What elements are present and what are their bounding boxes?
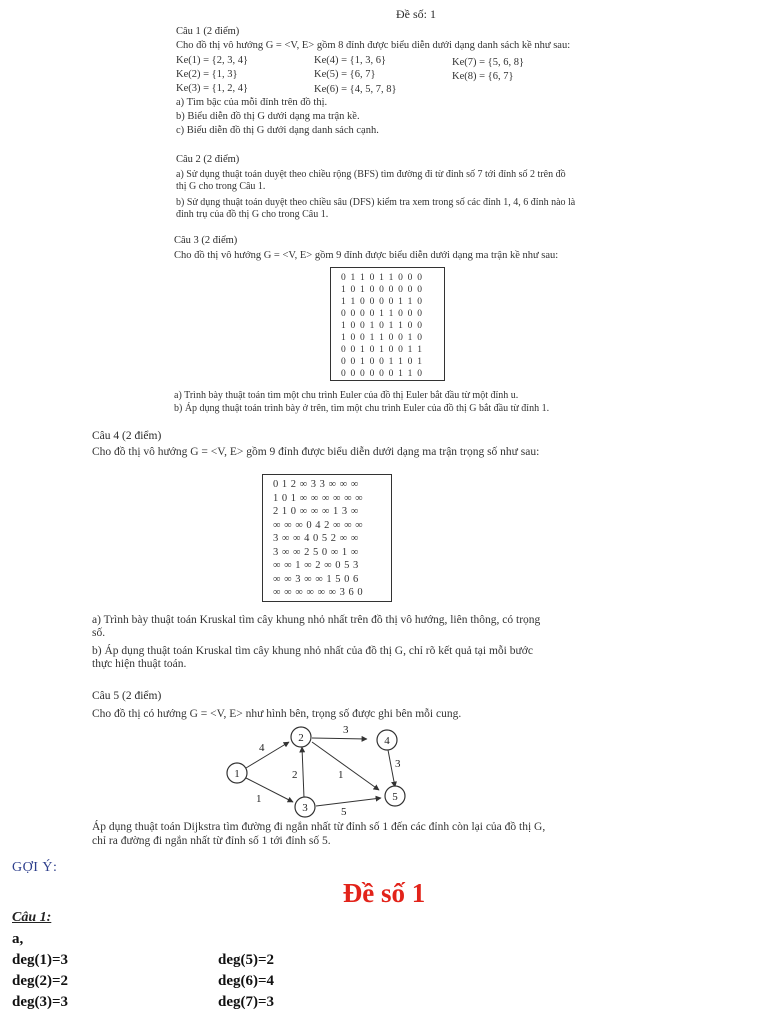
q1-intro: Cho đồ thị vô hướng G = <V, E> gồm 8 đỉnh được biểu diễn dưới dạng danh sách kề như sau:: [176, 40, 571, 51]
svg-text:1: 1: [234, 768, 240, 780]
node-1: [227, 763, 247, 783]
weight-2-5: 1: [338, 769, 344, 781]
q2-b-line2: đỉnh trụ của đồ thị G cho trong Câu 1.: [176, 209, 329, 220]
weight-1-3: 1: [256, 793, 262, 805]
svg-text:4: 4: [384, 735, 390, 747]
node-2: [291, 727, 311, 747]
q5-intro: Cho đồ thị có hướng G = <V, E> như hình bên, trọng số được ghi bên mỗi cung.: [92, 708, 462, 720]
q4-b-line2: thực hiện thuật toán.: [92, 658, 187, 670]
matrix-row: ∞ ∞ 1 ∞ 2 ∞ 0 5 3: [273, 560, 359, 571]
q2-a-line1: a) Sử dụng thuật toán duyệt theo chiều rộng (BFS) tìm đường đi từ đỉnh số 7 tới đỉnh số 2 trên đồ: [176, 169, 566, 180]
matrix-row: ∞ ∞ ∞ ∞ ∞ ∞ 3 6 0: [273, 587, 364, 598]
matrix-row: 1 0 1 ∞ ∞ ∞ ∞ ∞ ∞: [273, 492, 364, 504]
part-a-label: a,: [12, 931, 24, 947]
hint-label: GỢI Ý:: [12, 860, 58, 875]
svg-text:5: 5: [392, 791, 398, 803]
q1-adj-5: Ke(5) = {6, 7}: [314, 69, 376, 80]
deg-6: deg(6)=4: [218, 973, 275, 989]
matrix-row: 1 0 0 1 1 0 0 1 0: [341, 333, 424, 343]
q1-part-b: b) Biểu diễn đồ thị G dưới dạng ma trận kề.: [176, 111, 360, 122]
weight-4-5: 3: [395, 758, 401, 770]
q1-adj-1: Ke(1) = {2, 3, 4}: [176, 55, 248, 66]
edge-1-2: [246, 742, 289, 768]
matrix-row: 0 0 0 0 0 0 1 1 0: [341, 369, 424, 379]
q5-task-line2: chỉ ra đường đi ngắn nhất từ đỉnh số 1 tới đỉnh số 5.: [92, 835, 331, 847]
matrix-row: 0 0 1 0 1 0 0 1 1: [341, 345, 424, 355]
edge-2-5: [312, 742, 379, 790]
weight-matrix: [262, 474, 392, 602]
edge-3-5: [316, 798, 381, 806]
q2-b-line1: b) Sử dụng thuật toán duyệt theo chiều sâu (DFS) kiểm tra xem trong số các đỉnh 1, 4, 6 đỉnh nào là: [176, 197, 576, 208]
weight-1-2: 4: [259, 742, 265, 754]
q5-title: Câu 5 (2 điểm): [92, 690, 162, 702]
matrix-row: 1 0 1 0 0 0 0 0 0: [341, 285, 424, 295]
edge-3-2: [302, 747, 304, 798]
matrix-row: 0 0 1 0 0 1 1 0 1: [341, 357, 424, 367]
deg-3: deg(3)=3: [12, 994, 69, 1010]
svg-text:3: 3: [302, 802, 308, 814]
matrix-row: ∞ ∞ ∞ 0 4 2 ∞ ∞ ∞: [273, 519, 364, 531]
edge-1-3: [246, 778, 293, 802]
q1-part-a: a) Tìm bậc của mỗi đỉnh trên đồ thị.: [176, 97, 328, 108]
matrix-row: 3 ∞ ∞ 2 5 0 ∞ 1 ∞: [273, 546, 359, 558]
q3-part-b: b) Áp dụng thuật toán trình bày ở trên, tìm một chu trình Euler của đồ thị G bắt đầu từ đỉnh 1.: [174, 403, 550, 414]
node-3: [295, 797, 315, 817]
matrix-row: 0 1 1 0 1 1 0 0 0: [341, 273, 424, 283]
q3-part-a: a) Trình bày thuật toán tìm một chu trình Euler của đồ thị Euler bắt đầu từ một đỉnh u.: [174, 390, 519, 401]
q1-adj-6: Ke(6) = {4, 5, 7, 8}: [314, 84, 397, 95]
q4-a-line2: số.: [92, 627, 106, 639]
matrix-row: 1 1 0 0 0 0 1 1 0: [341, 297, 424, 307]
deg-2: deg(2)=2: [12, 973, 69, 989]
q4-b-line1: b) Áp dụng thuật toán Kruskal tìm cây khung nhỏ nhất của đồ thị G, chỉ rõ kết quả tại mỗi bước: [92, 645, 533, 657]
weight-3-5: 5: [341, 806, 347, 818]
matrix-row: 0 0 0 0 1 1 0 0 0: [341, 309, 424, 319]
matrix-row: 0 1 2 ∞ 3 3 ∞ ∞ ∞: [273, 479, 359, 490]
q1-adj-4: Ke(4) = {1, 3, 6}: [314, 55, 386, 66]
cau1-heading: Câu 1:: [12, 910, 52, 925]
q5-task-line1: Áp dụng thuật toán Dijkstra tìm đường đi ngắn nhất từ đỉnh số 1 đến các đỉnh còn lại của đồ thị G,: [92, 821, 546, 833]
matrix-row: 3 ∞ ∞ 4 0 5 2 ∞ ∞: [273, 533, 359, 544]
node-4: [377, 730, 397, 750]
q4-intro: Cho đồ thị vô hướng G = <V, E> gồm 9 đỉnh được biểu diễn dưới dạng ma trận trọng số như sau:: [92, 446, 540, 458]
q1-title: Câu 1 (2 điểm): [176, 26, 240, 37]
matrix-row: ∞ ∞ 3 ∞ ∞ 1 5 0 6: [273, 573, 359, 585]
matrix-row: 2 1 0 ∞ ∞ ∞ 1 3 ∞: [273, 506, 359, 517]
weight-3-2: 2: [292, 769, 298, 781]
edge-2-4: [312, 738, 367, 739]
q1-adj-2: Ke(2) = {1, 3}: [176, 69, 238, 80]
q3-title: Câu 3 (2 điểm): [174, 235, 238, 246]
svg-text:2: 2: [298, 732, 304, 744]
q2-title: Câu 2 (2 điểm): [176, 154, 240, 165]
deg-7: deg(7)=3: [218, 994, 275, 1010]
matrix-row: 1 0 0 1 0 1 1 0 0: [341, 321, 424, 331]
q4-a-line1: a) Trình bày thuật toán Kruskal tìm cây khung nhỏ nhất trên đồ thị vô hướng, liên thông, có trọng: [92, 614, 541, 626]
exam-header: Đề số: 1: [396, 7, 436, 21]
node-5: [385, 786, 405, 806]
directed-graph: [215, 722, 415, 818]
edge-4-5: [388, 750, 395, 787]
q1-adj-8: Ke(8) = {6, 7}: [452, 71, 514, 82]
weight-2-4: 3: [343, 724, 349, 736]
q3-intro: Cho đồ thị vô hướng G = <V, E> gồm 9 đỉnh được biểu diễn dưới dạng ma trận kề như sau:: [174, 250, 559, 261]
answer-title: Đề số 1: [342, 878, 426, 908]
q4-title: Câu 4 (2 điểm): [92, 430, 162, 442]
q1-adj-7: Ke(7) = {5, 6, 8}: [452, 57, 524, 68]
deg-5: deg(5)=2: [218, 952, 275, 968]
deg-1: deg(1)=3: [12, 952, 69, 968]
q1-part-c: c) Biểu diễn đồ thị G dưới dạng danh sách cạnh.: [176, 125, 379, 136]
adjacency-matrix: [330, 267, 445, 381]
q1-adj-3: Ke(3) = {1, 2, 4}: [176, 83, 248, 94]
q2-a-line2: thị G cho trong Câu 1.: [176, 181, 266, 192]
